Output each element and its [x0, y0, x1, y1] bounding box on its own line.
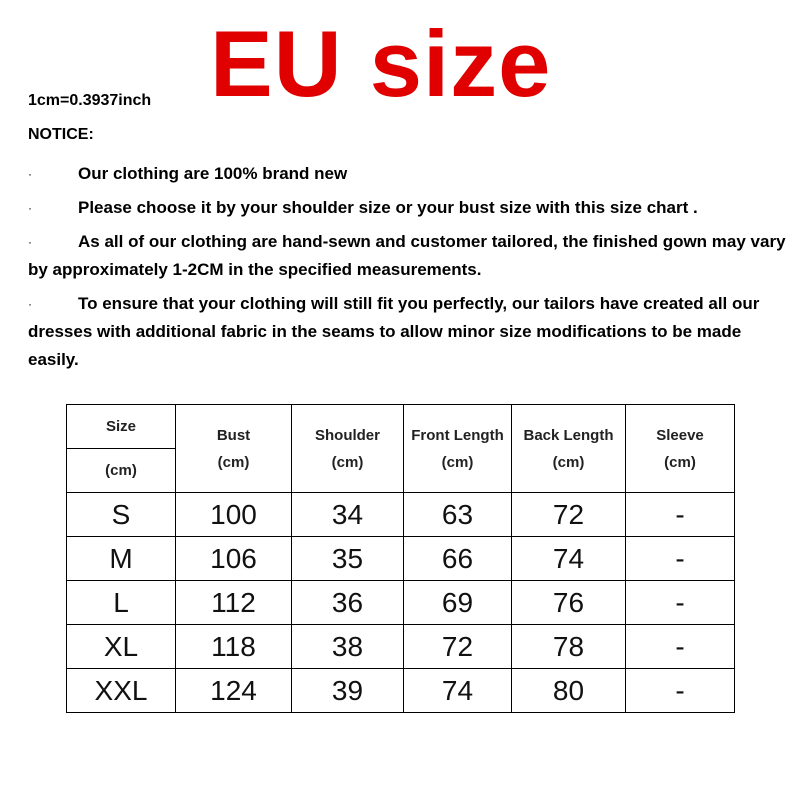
notice-item	[28, 290, 788, 374]
table-row	[67, 537, 735, 581]
unit-conversion-note: 1cm=0.3937inch	[28, 92, 152, 109]
header-shoulder	[292, 405, 404, 493]
header-unit: (cm)	[552, 453, 585, 471]
sleeve-cell: -	[626, 493, 735, 537]
notice-list	[28, 160, 788, 380]
back-length-cell: 76	[512, 581, 626, 625]
back-length-cell: 74	[512, 537, 626, 581]
table-row	[67, 493, 735, 537]
table-row	[67, 581, 735, 625]
bullet-dot: ·	[28, 201, 32, 215]
header-back-length	[512, 405, 626, 493]
sleeve-cell: -	[626, 625, 735, 669]
sleeve-cell: -	[626, 581, 735, 625]
bust-cell: 100	[176, 493, 292, 537]
table-header-row	[67, 405, 735, 449]
notice-item	[28, 194, 788, 222]
size-cell: XXL	[67, 669, 176, 713]
notice-heading: NOTICE:	[28, 126, 94, 143]
header-label: Shoulder	[314, 426, 380, 444]
back-length-cell: 72	[512, 493, 626, 537]
size-cell: S	[67, 493, 176, 537]
header-size-unit: (cm)	[67, 449, 176, 493]
notice-item-text: As all of our clothing are hand-sewn and customer tailored, the finished gown may vary by approximately 1-2CM in the specified measurements.	[28, 232, 786, 279]
header-sleeve	[626, 405, 735, 493]
header-label: Back Length	[523, 426, 614, 444]
header-unit: (cm)	[217, 453, 250, 471]
shoulder-cell: 39	[292, 669, 404, 713]
shoulder-cell: 34	[292, 493, 404, 537]
bust-cell: 106	[176, 537, 292, 581]
front-length-cell: 74	[404, 669, 512, 713]
bust-cell: 124	[176, 669, 292, 713]
header-label: Sleeve	[656, 426, 704, 444]
bullet-dot: ·	[28, 297, 32, 311]
notice-item-text: Our clothing are 100% brand new	[78, 164, 348, 183]
size-table	[66, 404, 735, 713]
sleeve-cell: -	[626, 669, 735, 713]
front-length-cell: 63	[404, 493, 512, 537]
notice-item	[28, 228, 788, 284]
table-row	[67, 625, 735, 669]
back-length-cell: 80	[512, 669, 626, 713]
header-front-length	[404, 405, 512, 493]
notice-item-text: Please choose it by your shoulder size or your bust size with this size chart .	[78, 198, 698, 217]
size-cell: M	[67, 537, 176, 581]
header-label: Front Length	[411, 426, 504, 444]
table-row	[67, 669, 735, 713]
sleeve-cell: -	[626, 537, 735, 581]
size-cell: XL	[67, 625, 176, 669]
front-length-cell: 69	[404, 581, 512, 625]
header-unit: (cm)	[441, 453, 474, 471]
header-bust	[176, 405, 292, 493]
bullet-dot: ·	[28, 167, 32, 181]
notice-item	[28, 160, 788, 188]
back-length-cell: 78	[512, 625, 626, 669]
bust-cell: 118	[176, 625, 292, 669]
shoulder-cell: 35	[292, 537, 404, 581]
header-label: Bust	[216, 426, 251, 444]
notice-item-text: To ensure that your clothing will still fit you perfectly, our tailors have created all our dresses with additional fabric in the seams to allow minor size modifications to be made easily.	[28, 294, 760, 369]
bust-cell: 112	[176, 581, 292, 625]
header-unit: (cm)	[664, 453, 696, 471]
bullet-dot: ·	[28, 235, 32, 249]
shoulder-cell: 36	[292, 581, 404, 625]
shoulder-cell: 38	[292, 625, 404, 669]
page-title: EU size	[210, 11, 552, 116]
header-unit: (cm)	[331, 453, 364, 471]
size-cell: L	[67, 581, 176, 625]
front-length-cell: 66	[404, 537, 512, 581]
front-length-cell: 72	[404, 625, 512, 669]
header-size: Size	[67, 405, 176, 449]
